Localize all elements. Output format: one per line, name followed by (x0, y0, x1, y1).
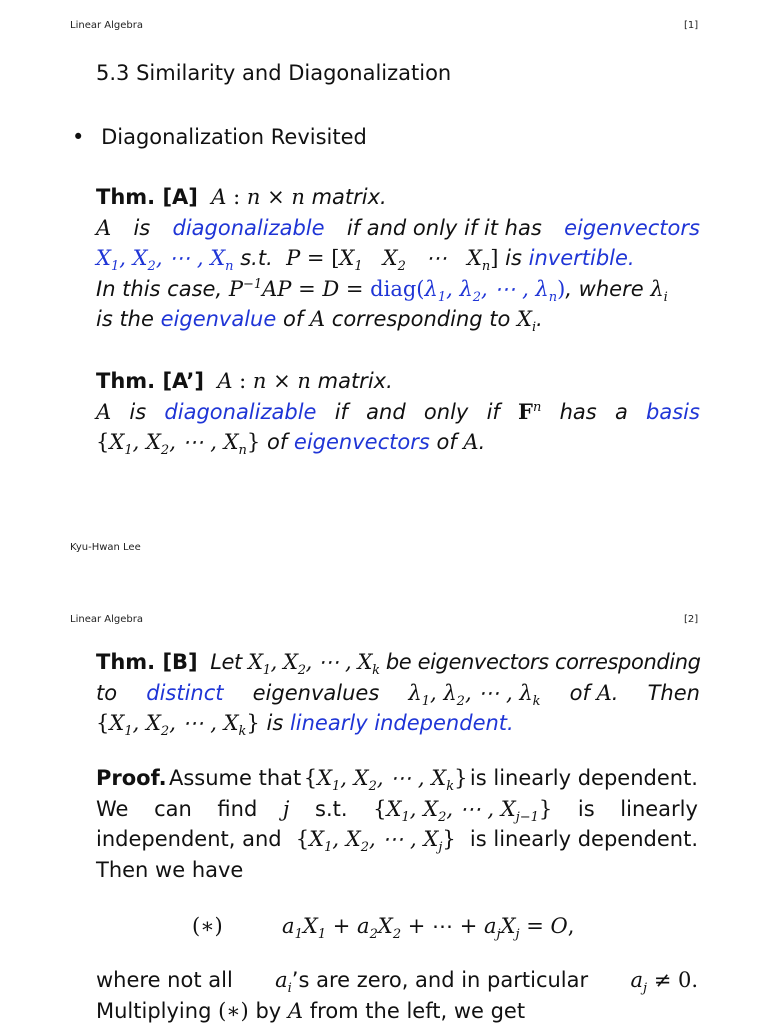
term-invertible: invertible. (528, 246, 635, 270)
theorem-b: Thm. [B] Let $X_1$, $X_2$, ⋯ , $X_k$ be eigenvectors corresponding to distinct eigenvalues $\lambda_1$, $\lambda_2$, ⋯ , $\lambda_k$ of A. Then {$X_1$, $X_2$, ⋯ , $X_k$} is linearly independent. (96, 650, 701, 740)
term-basis: basis (646, 399, 700, 424)
bullet-item (72, 122, 367, 153)
page2-header-right: [2] (684, 614, 699, 625)
term-eigenvectors: eigenvectors (564, 215, 700, 240)
page1-footer: Kyu-Hwan Lee (70, 542, 141, 553)
bullet-text: Diagonalization Revisited (101, 125, 367, 149)
bullet-icon: • (72, 125, 85, 149)
page1-header-left: Linear Algebra (70, 20, 143, 31)
term-linearly-independent: linearly independent. (289, 711, 514, 735)
theorem-a-label: Thm. [A] (96, 185, 198, 209)
proof-label: Proof. (96, 766, 167, 790)
page1-header-right: [1] (684, 20, 699, 31)
proof-continued: where not all $a_i’s$ are zero, and in particular $a_j \ne 0$. Multiplying (∗) by A from the left, we get (96, 968, 698, 1023)
equation-star: (∗) $a_1X_1 + a_2X_2$ + ⋯ + $a_jX_j = O$, (192, 914, 575, 943)
theorem-a: Thm. [A] A : n × n matrix. A is diagonalizable if and only if it has eigenvectors $X_1$, $X_2$, ⋯ , $X_n$ s.t. $P = [X_1$ $X_2$ ⋯ $X_n$] is invertible. In this case, $P^{-1}AP = D$ = $diag(\lambda_1$, $\lambda_2$, ⋯ , $\lambda_n$), where $\lambda_i$ is the eigenvalue of A corresponding to $X_i$. (96, 185, 700, 336)
theorem-a-prime-label: Thm. [A’] (96, 369, 204, 393)
theorem-b-label: Thm. [B] (96, 650, 198, 674)
page2-header-left: Linear Algebra (70, 614, 143, 625)
term-distinct: distinct (146, 680, 224, 705)
term-eigenvalue: eigenvalue (160, 307, 277, 331)
section-title: 5.3 Similarity and Diagonalization (96, 61, 452, 85)
term-diagonalizable: diagonalizable (172, 215, 325, 240)
theorem-a-prime: Thm. [A’] A : n × n matrix. A is diagonalizable if and only if $F^n$ has a basis {$X_1$, $X_2$, ⋯ , $X_n$} of eigenvectors of A. (96, 369, 700, 459)
proof: Proof. Assume that {$X_1$, $X_2$, ⋯ , $X_k$} is linearly dependent. We can find j s.t. {$X_1$, $X_2$, ⋯ , $X_{j-1}$} is linearly independent, and {$X_1$, $X_2$, ⋯ , $X_j$} is linearly dependent. Then we have (96, 763, 698, 885)
